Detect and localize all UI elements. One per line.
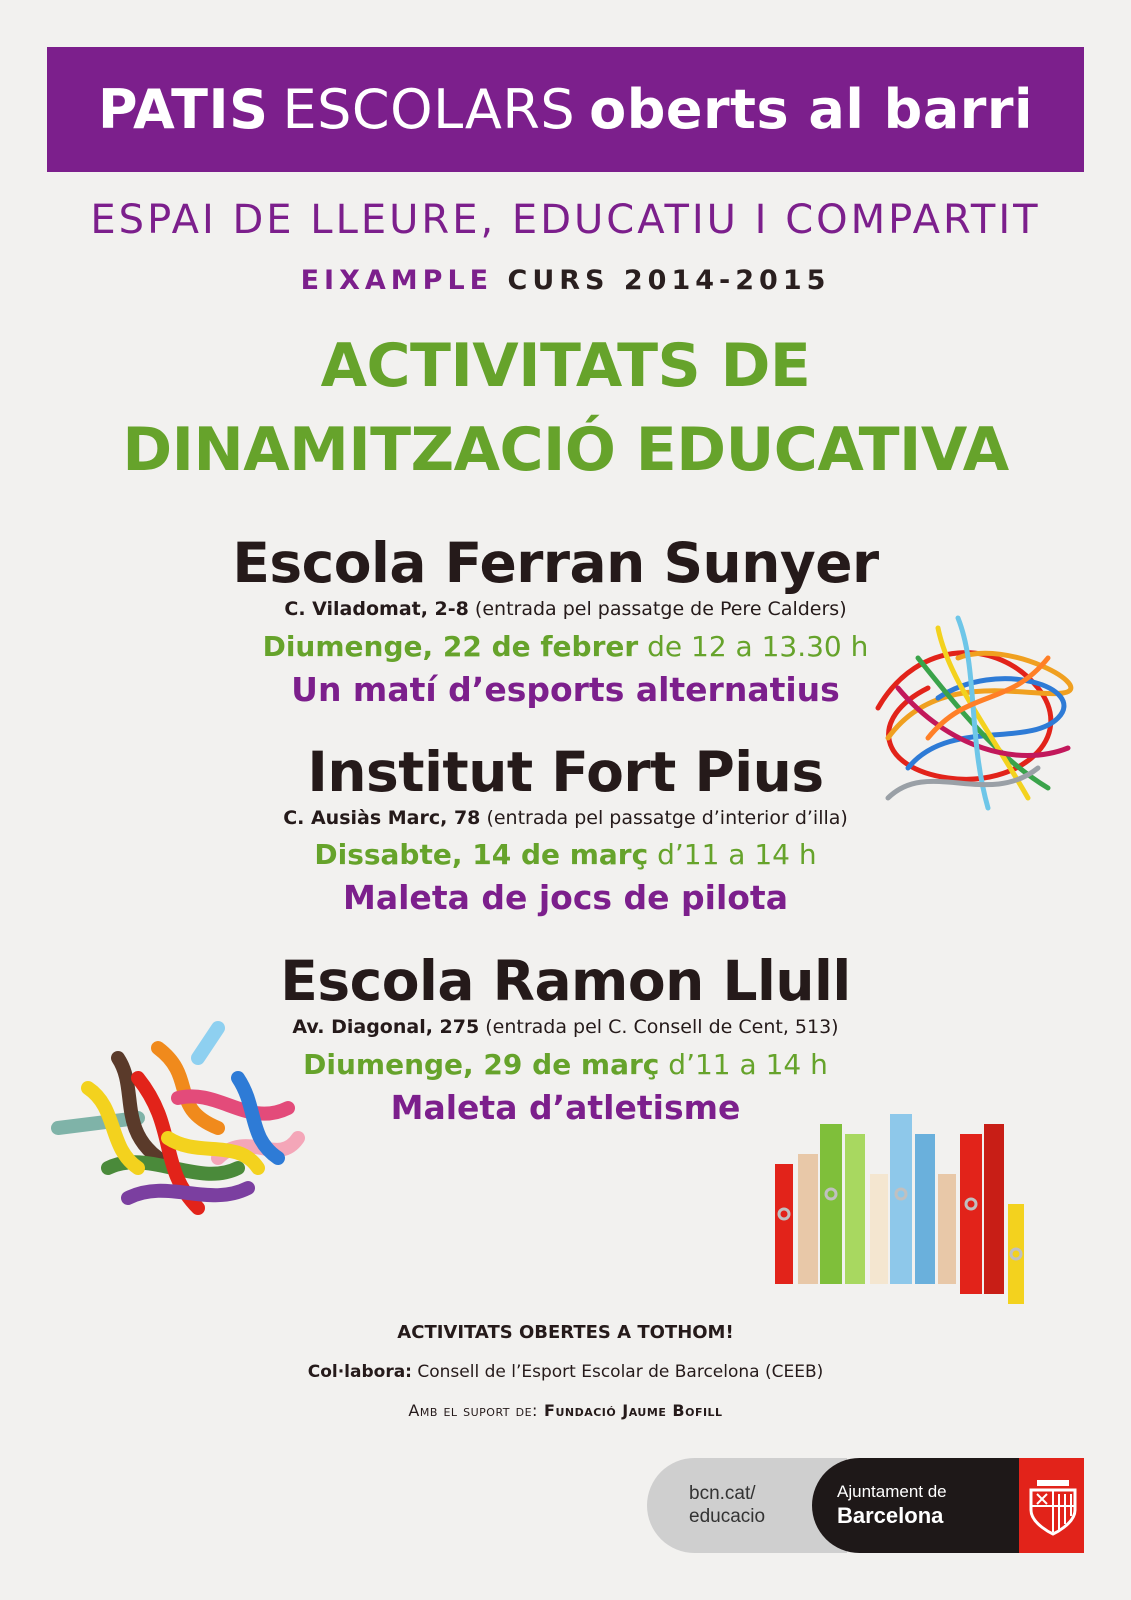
plasticine-image <box>48 1018 313 1228</box>
date-rest-3: d’11 a 14 h <box>659 1048 828 1081</box>
address-bold-1: C. Viladomat, 2-8 <box>284 598 469 620</box>
district-course <box>0 265 1131 296</box>
venue-name-1: Escola Ferran Sunyer <box>232 531 879 595</box>
headline-line1: ACTIVITATS DE <box>320 331 811 401</box>
title-banner <box>47 47 1084 172</box>
banner-oberts: oberts al barri <box>589 77 1034 141</box>
venue-name-2: Institut Fort Pius <box>307 740 824 804</box>
ajuntament-logo <box>647 1458 1084 1553</box>
address-bold-3: Av. Diagonal, 275 <box>292 1016 480 1038</box>
open-notice: ACTIVITATS OBERTES A TOTHOM! <box>397 1322 734 1343</box>
address-bold-2: C. Ausiàs Marc, 78 <box>283 807 481 829</box>
venue-date-2 <box>0 838 1131 871</box>
barcelona-shield-icon <box>1023 1474 1083 1538</box>
course: CURS 2014-2015 <box>507 265 831 296</box>
venue-activity-3: Maleta d’atletisme <box>390 1088 741 1127</box>
venue-name-3: Escola Ramon Llull <box>280 949 851 1013</box>
banner-escolars: ESCOLARS <box>282 77 576 141</box>
subtitle: ESPAI DE LLEURE, EDUCATIU I COMPARTIT <box>90 197 1041 243</box>
date-rest-2: d’11 a 14 h <box>648 838 817 871</box>
support-line <box>0 1401 1131 1420</box>
headline-line2: DINAMITZACIÓ EDUCATIVA <box>122 415 1009 485</box>
date-bold-3: Diumenge, 29 de març <box>303 1048 660 1081</box>
district: EIXAMPLE <box>300 265 494 296</box>
ajuntament-text <box>837 1480 947 1528</box>
bcn-url-line1: bcn.cat/ <box>689 1483 756 1504</box>
bcn-url-line2: educacio <box>689 1506 766 1527</box>
collab-line <box>0 1362 1131 1382</box>
address-rest-2: (entrada pel passatge d’interior d’illa) <box>480 807 848 829</box>
banner-patis: PATIS <box>97 77 269 141</box>
bcn-url[interactable] <box>689 1482 765 1528</box>
shoelaces-image <box>858 598 1088 838</box>
date-rest-1: de 12 a 13.30 h <box>638 630 869 663</box>
date-bold-2: Dissabte, 14 de març <box>314 838 649 871</box>
date-bold-1: Diumenge, 22 de febrer <box>262 630 639 663</box>
address-rest-1: (entrada pel passatge de Pere Calders) <box>468 598 847 620</box>
support-label: Amb el suport de: <box>408 1401 538 1420</box>
venue-activity-1: Un matí d’esports alternatius <box>291 670 840 709</box>
support-value: Fundació Jaume Bofill <box>537 1401 723 1420</box>
city-label: Barcelona <box>837 1503 944 1528</box>
collab-label: Col·labora: <box>307 1362 412 1382</box>
ajuntament-label: Ajuntament de <box>837 1482 947 1501</box>
address-rest-3: (entrada pel C. Consell de Cent, 513) <box>479 1016 839 1038</box>
collab-value: Consell de l’Esport Escolar de Barcelona (CEEB) <box>411 1362 824 1382</box>
venue-activity-2: Maleta de jocs de pilota <box>343 878 788 917</box>
clothespins-image <box>770 1104 1060 1314</box>
